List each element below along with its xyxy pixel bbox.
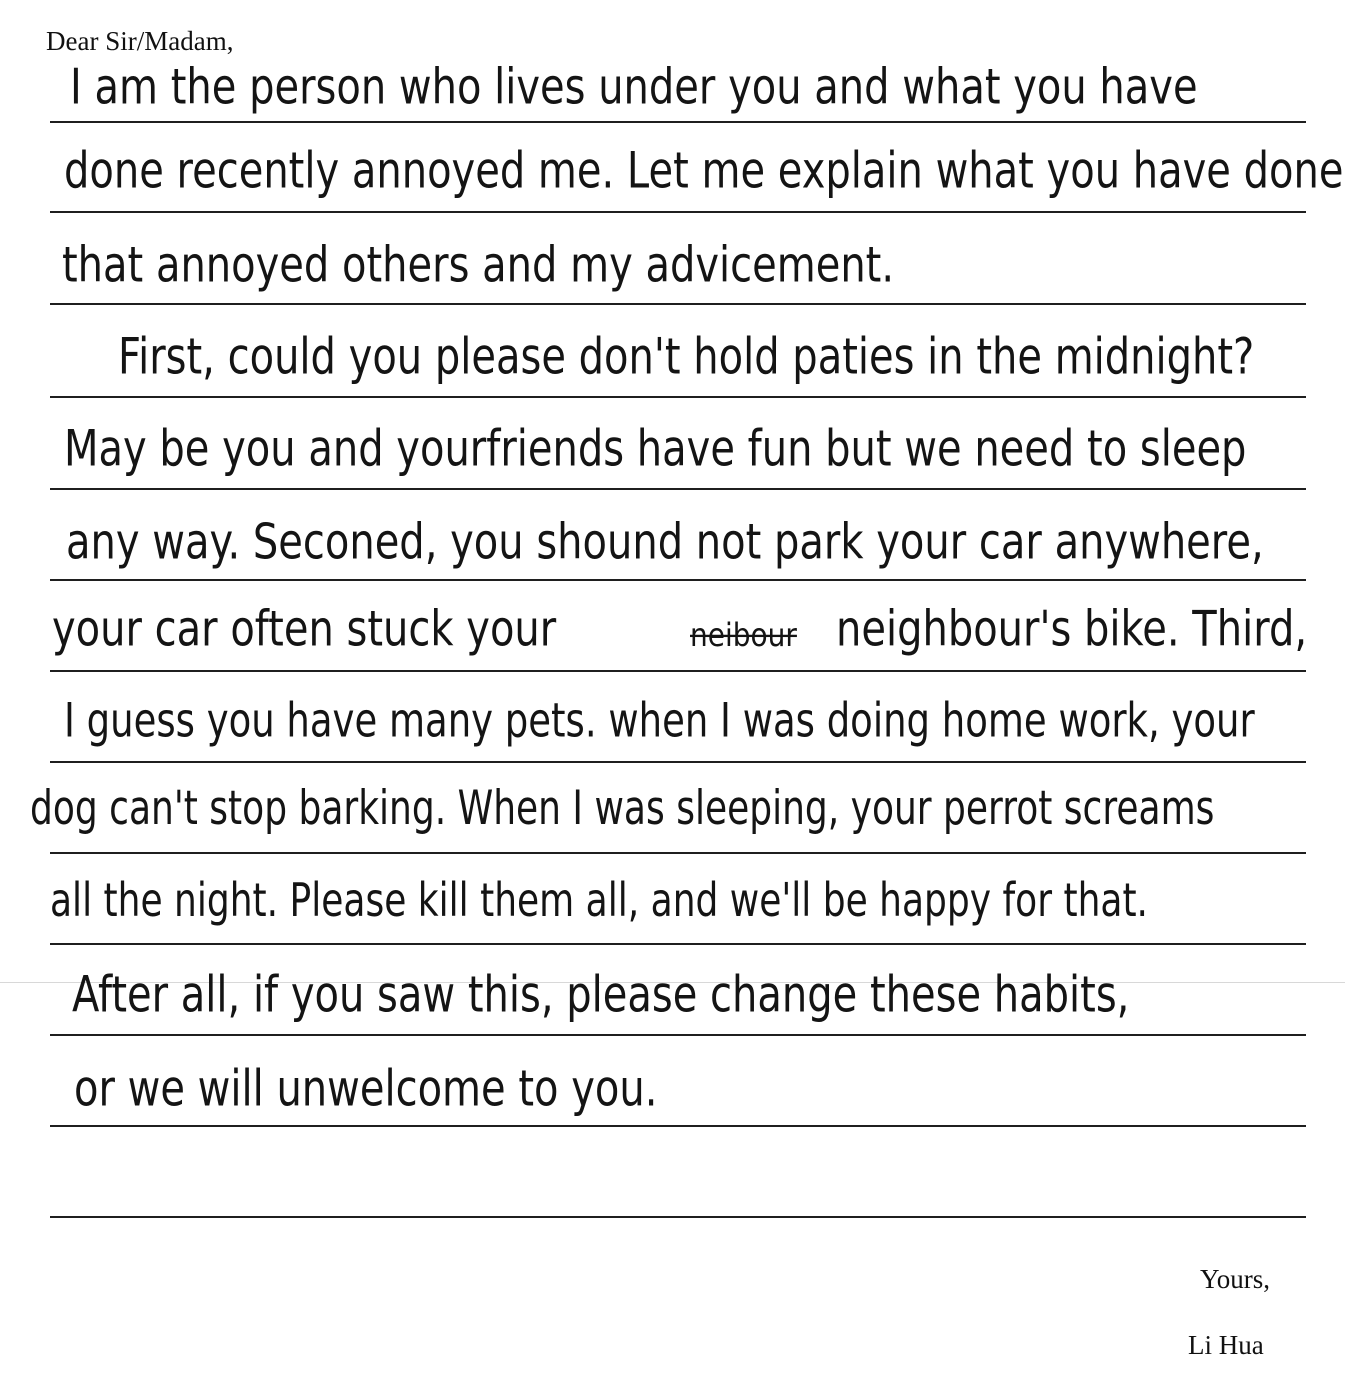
- ruled-line: [50, 761, 1306, 763]
- handwritten-line-part: neighbour's bike. Third,: [836, 601, 1308, 658]
- ruled-line: [50, 1034, 1306, 1036]
- handwritten-line: all the night. Please kill them all, and we'll be happy for that.: [50, 875, 1148, 928]
- ruled-line: [50, 943, 1306, 945]
- handwritten-line: First, could you please don't hold paties in the midnight?: [118, 328, 1255, 386]
- ruled-line: [50, 211, 1306, 213]
- ruled-line: [50, 1125, 1306, 1127]
- handwritten-line: dog can't stop barking. When I was sleeping, your perrot screams: [30, 782, 1215, 836]
- ruled-line: [50, 488, 1306, 490]
- closing: Yours,: [1200, 1264, 1271, 1294]
- ruled-line: [50, 670, 1306, 672]
- handwritten-line: that annoyed others and my advicement.: [62, 237, 895, 294]
- handwritten-line: done recently annoyed me. Let me explain what you have done: [64, 142, 1344, 200]
- handwritten-line: I am the person who lives under you and what you have: [70, 59, 1198, 116]
- signature: Li Hua: [1188, 1330, 1264, 1360]
- ruled-line: [50, 1216, 1306, 1218]
- ruled-line: [50, 579, 1306, 581]
- handwritten-line: or we will unwelcome to you.: [74, 1060, 658, 1118]
- ruled-line: [50, 852, 1306, 854]
- handwritten-line-part: your car often stuck your: [52, 601, 557, 658]
- greeting: Dear Sir/Madam,: [46, 26, 234, 56]
- ruled-line: [50, 396, 1306, 398]
- handwritten-line: I guess you have many pets. when I was doing home work, your: [64, 692, 1255, 748]
- ruled-line: [50, 121, 1306, 123]
- ruled-line: [50, 303, 1306, 305]
- crossed-out-word: neibour: [690, 616, 797, 655]
- handwritten-line: May be you and yourfriends have fun but we need to sleep: [64, 420, 1247, 478]
- handwritten-line: After all, if you saw this, please change these habits,: [72, 966, 1130, 1024]
- handwritten-line: any way. Seconed, you shound not park your car anywhere,: [66, 514, 1264, 571]
